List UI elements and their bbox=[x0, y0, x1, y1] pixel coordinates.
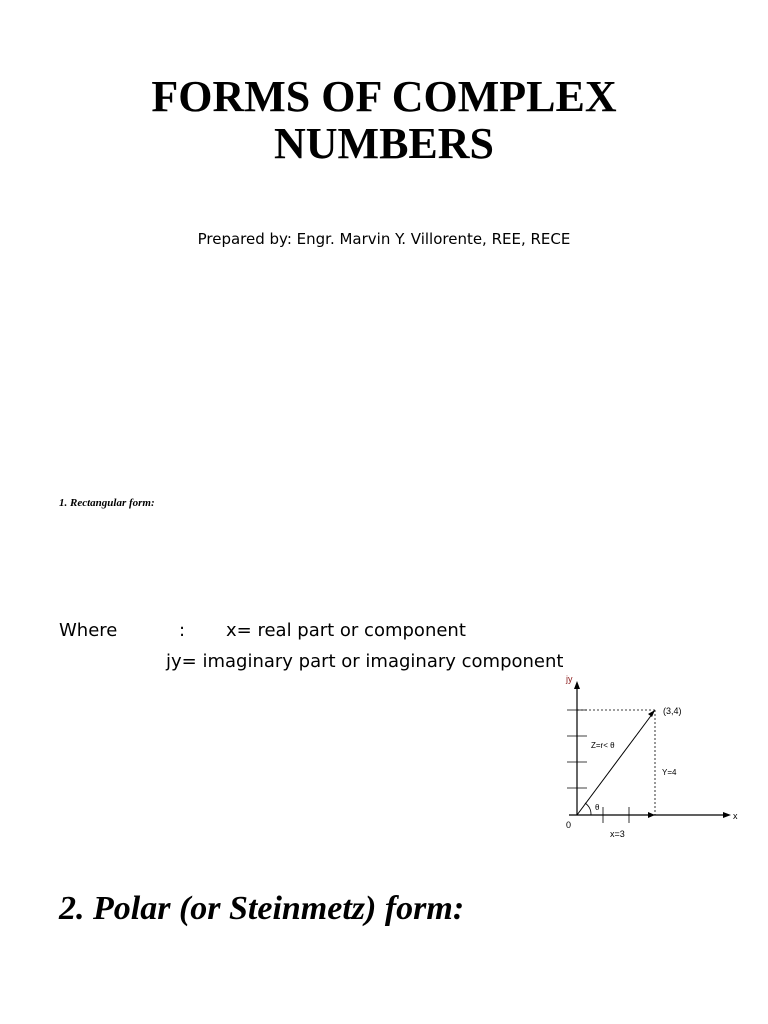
y-axis-label: jy bbox=[566, 674, 573, 684]
where-label: Where bbox=[59, 620, 118, 641]
title-line-2: NUMBERS bbox=[273, 119, 495, 168]
rectangular-form-heading: 1. Rectangular form: bbox=[59, 497, 155, 509]
vector-label: Z=r< θ bbox=[591, 741, 615, 750]
origin-label: 0 bbox=[566, 820, 572, 830]
vector-arrowhead bbox=[648, 710, 655, 717]
page-title bbox=[0, 73, 768, 167]
where-colon: : bbox=[179, 620, 186, 641]
x-value-arrowhead bbox=[648, 812, 655, 818]
x-value-label: x=3 bbox=[610, 829, 625, 839]
y-value-label: Y=4 bbox=[662, 768, 677, 777]
author-credit: Prepared by: Engr. Marvin Y. Villorente, REE, RECE bbox=[197, 230, 571, 248]
x-axis-arrowhead bbox=[723, 812, 731, 818]
y-axis-arrowhead bbox=[574, 681, 580, 689]
angle-label: θ bbox=[595, 803, 600, 812]
polar-form-heading: 2. Polar (or Steinmetz) form: bbox=[59, 890, 465, 927]
vector-line bbox=[577, 713, 653, 815]
angle-arc bbox=[585, 803, 591, 815]
x-axis-label: x bbox=[733, 811, 738, 821]
real-part-definition: x= real part or component bbox=[226, 620, 466, 641]
point-label: (3,4) bbox=[663, 706, 682, 716]
title-line-1: FORMS OF COMPLEX bbox=[151, 72, 617, 121]
imaginary-part-definition: jy= imaginary part or imaginary component bbox=[166, 651, 564, 672]
complex-plane-diagram bbox=[555, 672, 750, 844]
